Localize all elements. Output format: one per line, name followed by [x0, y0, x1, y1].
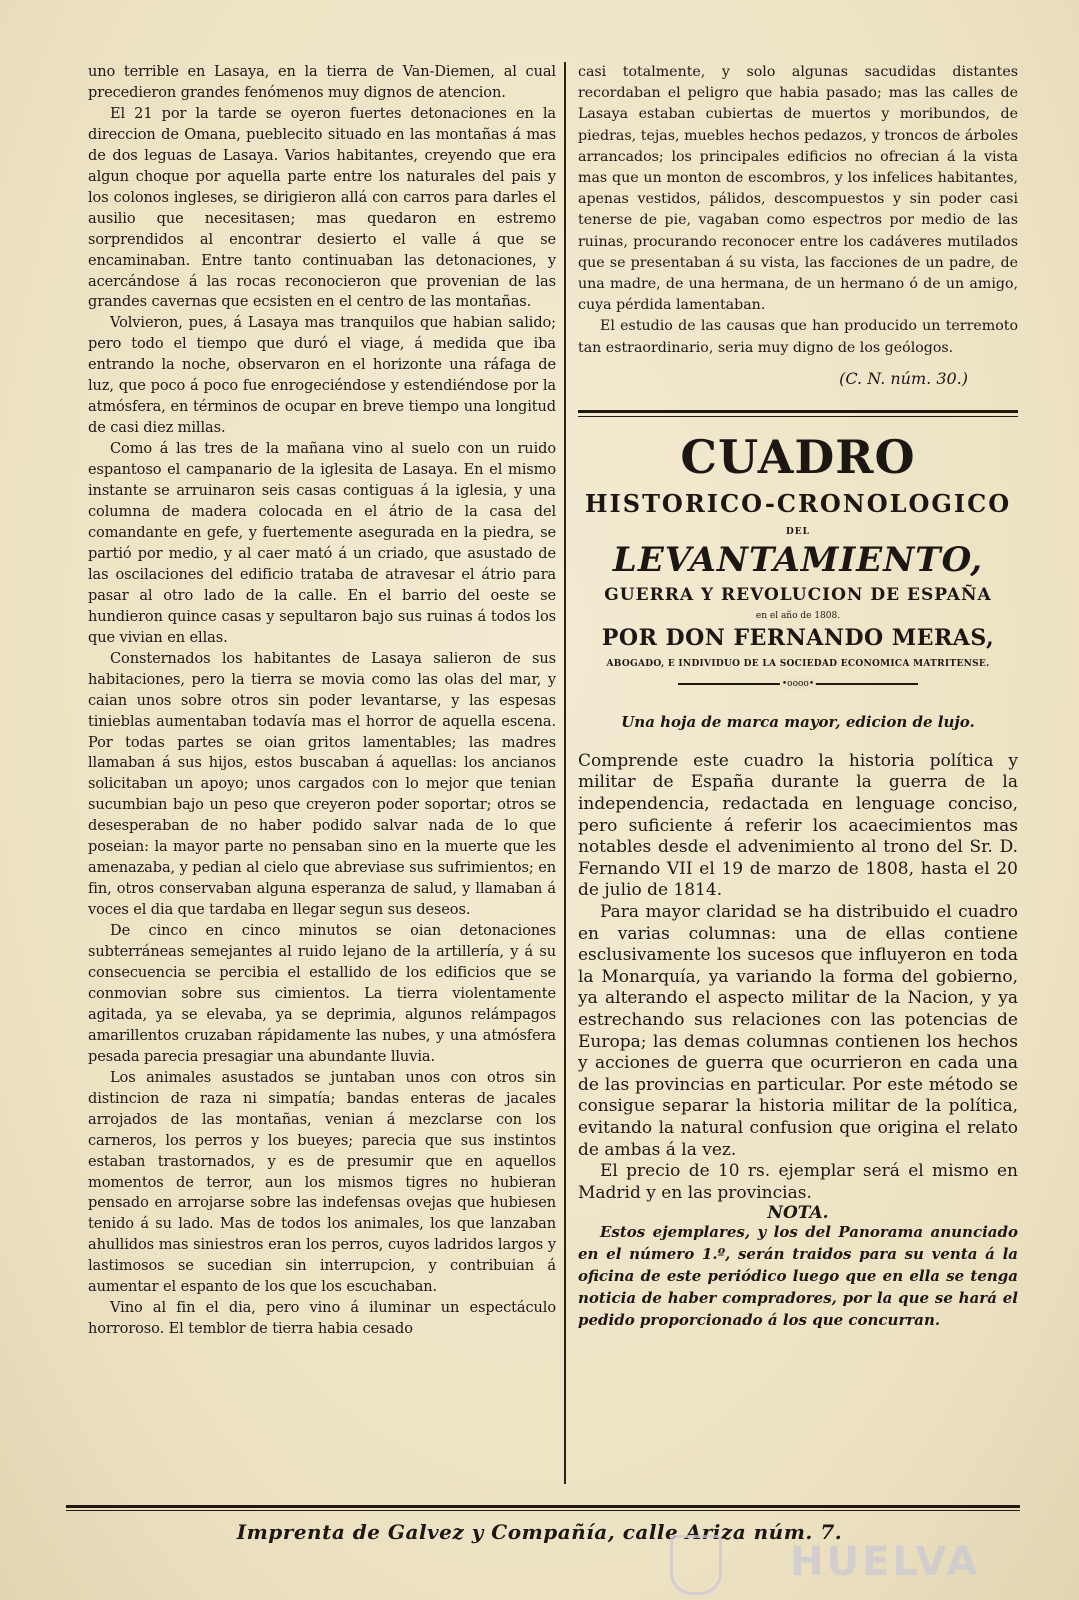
paragraph: El 21 por la tarde se oyeron fuertes detonaciones en la direccion de Omana, pueblecito situado en las montañas á mas de dos leguas de Lasaya. Varios habitantes, creyendo que era algun choque por aquella parte entre los naturales del pais y los colonos ingleses, se dirigieron allá con carros para darles el ausilio que necesitasen; mas quedaron en estremo sorprendidos al encontrar desierto el valle á que se encaminaban. Entre tanto continuaban las detonaciones, y acercándose á las rocas reconocieron que provenian de las grandes cavernas que ecsisten en el centro de las montañas. [88, 104, 556, 311]
ad-blackletter-title: LEVANTAMIENTO, [612, 539, 984, 580]
nota-heading: NOTA. [767, 1203, 829, 1224]
footer-rule [66, 1510, 1020, 1511]
paragraph: El precio de 10 rs. ejemplar será el mismo en Madrid y en las provincias. [578, 1161, 1018, 1203]
footer-rule [66, 1505, 1020, 1508]
right-column [578, 62, 1018, 1331]
left-column [88, 62, 556, 1340]
library-stamp [670, 1535, 981, 1591]
paragraph: Para mayor claridad se ha distribuido el cuadro en varias columnas: una de ellas contiene esclusivamente los sucesos que influyeron en toda la Monarquía, ya variando la forma del gobierno, ya alterando el aspecto militar de la Nacion, y ya estrechando sus relaciones con las potencias de Europa; las demas columnas contienen los hechos y acciones de guerra que ocurrieron en cada una de las provincias en particular. Por este método se consigue separar la historia militar de la política, evitando la natural confusion que origina el relato de ambas á la vez. [578, 902, 1018, 1160]
column-divider [564, 62, 566, 1484]
ornament-divider [678, 679, 918, 689]
stamp-text: HUELVA [790, 1539, 981, 1585]
section-divider [578, 410, 1018, 413]
nota-text: Estos ejemplares, y los del Panorama anunciado en el número 1.º, serán traidos para su venta á la oficina de este periódico luego que en ella se tenga noticia de haber compradores, por la que se hará el pedido proporcionado á los que concurran. [578, 1223, 1018, 1329]
advertisement-title-block [578, 431, 1018, 689]
article-continuation [578, 62, 1018, 359]
ad-body [578, 751, 1018, 1204]
paragraph: Volvieron, pues, á Lasaya mas tranquilos que habian salido; pero todo el tiempo que duró el viage, á medida que iba entrando la noche, observaron en el horizonte una ráfaga de luz, que poco á poco fue enrogeciéndose y estendiéndose por la atmósfera, en términos de ocupar en breve tiempo una longitud de casi diez millas. [88, 314, 556, 437]
ad-author: POR DON FERNANDO MERAS, [601, 624, 995, 651]
shield-icon [670, 1535, 722, 1595]
paragraph: De cinco en cinco minutos se oian detonaciones subterráneas semejantes al ruido lejano de la artillería, y á su consecuencia se percibia el estallido de los edificios que se conmovian sobre sus cimientos. La tierra violentamente agitada, ya se elevaba, ya se deprimia, algunos relámpagos amarillentos cruzaban rápidamente las nubes, y una atmósfera pesada parecia presagiar una abundante lluvia. [88, 922, 556, 1065]
paragraph: Como á las tres de la mañana vino al suelo con un ruido espantoso el campanario de la iglesita de Lasaya. En el mismo instante se arruinaron seis casas contiguas á la iglesia, y una columna de madera colocada en el átrio de la casa del comandante en gefe, y fuertemente asegurada en la piedra, se partió por medio, y al caer mató á un criado, que asustado de las oscilaciones del edificio trataba de atravesar el átrio para pasar al otro lado de la calle. En el barrio del oeste se hundieron quince casas y sepultaron bajo sus ruinas á todos los que vivian en ellas. [88, 440, 556, 646]
nota-block [578, 1204, 1018, 1331]
ad-title: CUADRO [680, 429, 916, 484]
printer-imprint: Imprenta de Galvez y Compañía, calle Ariza núm. 7. [236, 1520, 843, 1544]
paragraph: uno terrible en Lasaya, en la tierra de Van-Diemen, al cual precedieron grandes fenómenos muy dignos de atencion. [88, 63, 556, 101]
paragraph: Vino al fin el dia, pero vino á iluminar un espectáculo horroroso. El temblor de tierra habia cesado [88, 1299, 556, 1338]
ornament-dots: •oooo• [781, 678, 815, 689]
paragraph: Los animales asustados se juntaban unos con otros sin distincion de raza ni simpatía; bandas enteras de jacales arrojados de las montañas, venian á mezclarse con los carneros, los perros y los bueyes; parecia que sus instintos estaban trastornados, y es de presumir que en aquellos momentos de terror, aun los mismos tigres no hubieran pensado en arrojarse sobre las indefensas ovejas que hubiesen tenido á su lado. Mas de todos los animales, los que lanzaban ahullidos mas siniestros eran los perros, cuyos ladridos largos y lastimosos se sucedian sin interrupcion, y contribuian á aumentar el espanto de los que los escuchaban. [88, 1068, 556, 1296]
paragraph: Comprende este cuadro la historia política y militar de España durante la guerra de la independencia, redactada en lenguage conciso, pero suficiente á referir los acaecimientos mas notables desde el advenimiento al trono del Sr. D. Fernando VII el 19 de marzo de 1808, hasta el 20 de julio de 1814. [578, 750, 1018, 901]
ad-author-description: ABOGADO, E INDIVIDUO DE LA SOCIEDAD ECONOMICA MATRITENSE. [606, 658, 990, 669]
paragraph: El estudio de las causas que han producido un terremoto tan estraordinario, seria muy digno de los geólogos. [578, 318, 1018, 356]
ad-edition-note: Una hoja de marca mayor, edicion de lujo. [621, 712, 975, 731]
section-divider [578, 416, 1018, 417]
article-citation: (C. N. núm. 30.) [839, 368, 968, 388]
ad-guerra-line: GUERRA Y REVOLUCION DE ESPAÑA [604, 584, 992, 605]
ad-connector: DEL [786, 526, 810, 537]
ad-year: en el año de 1808. [755, 610, 841, 621]
paragraph: Consternados los habitantes de Lasaya salieron de sus habitaciones, pero la tierra se movia como las olas del mar, y caian unos sobre otros sin poder levantarse, y las espesas tinieblas aumentaban todavía mas el horror de aquella escena. Por todas partes se oian gritos lamentables; las madres llamaban á sus hijos, estos buscaban á aquellas: los ancianos solicitaban un apoyo; unos cargados con lo mejor que tenian sucumbian bajo un peso que creyeron poder soportar; otros se desesperaban de no haber podido salvar nada de lo que poseian: la mayor parte no pensaban sino en la muerte que les amenazaba, y pedian al cielo que abreviase sus sufrimientos; en fin, otros conservaban alguna esperanza de salud, y llamaban á voces el dia que tardaba en llegar segun sus deseos. [88, 649, 556, 919]
ad-subtitle: HISTORICO-CRONOLOGICO [584, 488, 1012, 518]
paragraph: casi totalmente, y solo algunas sacudidas distantes recordaban el peligro que habia pasado; mas las calles de Lasaya estaban cubiertas de muertos y moribundos, de piedras, tejas, muebles hechos pedazos, y troncos de árboles arrancados; los principales edificios no ofrecian á la vista mas que un monton de escombros, y los infelices habitantes, apenas vestidos, pálidos, descompuestos y sin poder casi tenerse de pie, vagaban como espectros por medio de las ruinas, procurando reconocer entre los cadáveres mutilados que se presentaban á su vista, las facciones de un padre, de una madre, de una hermana, de un hermano ó de un amigo, cuya pérdida lamentaban. [578, 64, 1018, 314]
